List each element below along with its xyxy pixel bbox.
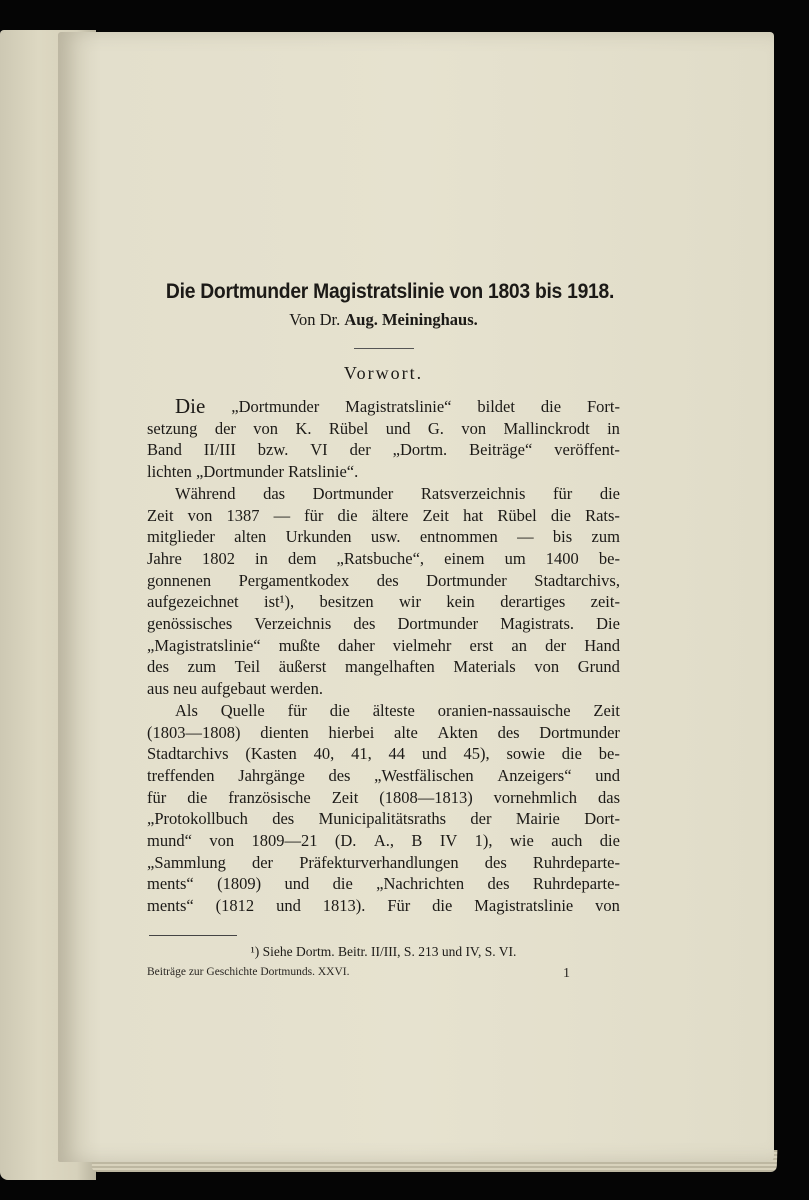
text-line: (1803—1808) dienten hierbei alte Akten des Dortmunder <box>147 722 620 742</box>
page-content <box>147 280 620 982</box>
text-line: ments“ (1812 und 1813). Für die Magistratslinie von <box>147 896 620 916</box>
body-text <box>147 396 620 917</box>
text-line: aus neu aufgebaut werden. <box>147 679 323 699</box>
text-line: für die französische Zeit (1808—1813) vornehmlich das <box>147 787 620 807</box>
text-line: Band II/III bzw. VI der „Dortm. Beiträge“ veröffent- <box>147 440 620 460</box>
text-line: „Protokollbuch des Municipalitätsraths der Mairie Dort- <box>147 809 620 829</box>
text-line: lichten „Dortmunder Ratslinie“. <box>147 462 359 482</box>
section-heading: Vorwort. <box>343 363 424 383</box>
text-line: gonnenen Pergamentkodex des Dortmunder Stadtarchivs, <box>147 570 620 590</box>
text-line: Als Quelle für die älteste oranien-nassauische Zeit <box>175 700 620 720</box>
text-line: Die „Dortmunder Magistratslinie“ bildet die Fort- <box>175 394 620 418</box>
text-line: Stadtarchivs (Kasten 40, 41, 44 und 45), sowie die be- <box>147 744 620 764</box>
footnote: ¹) Siehe Dortm. Beitr. II/III, S. 213 und IV, S. VI. <box>250 943 517 959</box>
title-divider <box>354 348 414 349</box>
text-line: Zeit von 1387 — für die ältere Zeit hat Rübel die Rats- <box>147 505 620 525</box>
author-name: Aug. Meininghaus. <box>344 310 478 329</box>
text-line: mitglieder alten Urkunden usw. entnommen — bis zum <box>147 527 620 547</box>
author-prefix: Von Dr. <box>289 310 345 329</box>
footnote-divider <box>149 935 237 936</box>
text-line: Jahre 1802 in dem „Ratsbuche“, einem um 1400 be- <box>147 548 620 568</box>
text-line: „Sammlung der Präfekturverhandlungen des Ruhrdeparte- <box>147 852 620 872</box>
text-line: aufgezeichnet ist¹), besitzen wir kein derartiges zeit- <box>147 592 620 612</box>
series-title: Beiträge zur Geschichte Dortmunds. XXVI. <box>147 965 350 978</box>
text-line: „Magistratslinie“ mußte daher vielmehr erst an der Hand <box>147 635 620 655</box>
page-number: 1 <box>563 965 570 981</box>
text-line: Während das Dortmunder Ratsverzeichnis für die <box>175 483 620 503</box>
page-footer <box>147 966 620 982</box>
text-line: treffenden Jahrgänge des „Westfälischen Anzeigers“ und <box>147 765 620 785</box>
author-line <box>147 310 620 330</box>
text-line: mund“ von 1809—21 (D. A., B IV 1), wie auch die <box>147 831 620 851</box>
article-title: Die Dortmunder Magistratslinie von 1803 bis 1918. <box>165 280 615 303</box>
text-line: des zum Teil äußerst mangelhaften Materials von Grund <box>147 657 620 677</box>
text-line: setzung der von K. Rübel und G. von Mallinckrodt in <box>147 418 620 438</box>
text-line: genössisches Verzeichnis des Dortmunder Magistrats. Die <box>147 614 620 634</box>
text-line: ments“ (1809) und die „Nachrichten des Ruhrdeparte- <box>147 874 620 894</box>
